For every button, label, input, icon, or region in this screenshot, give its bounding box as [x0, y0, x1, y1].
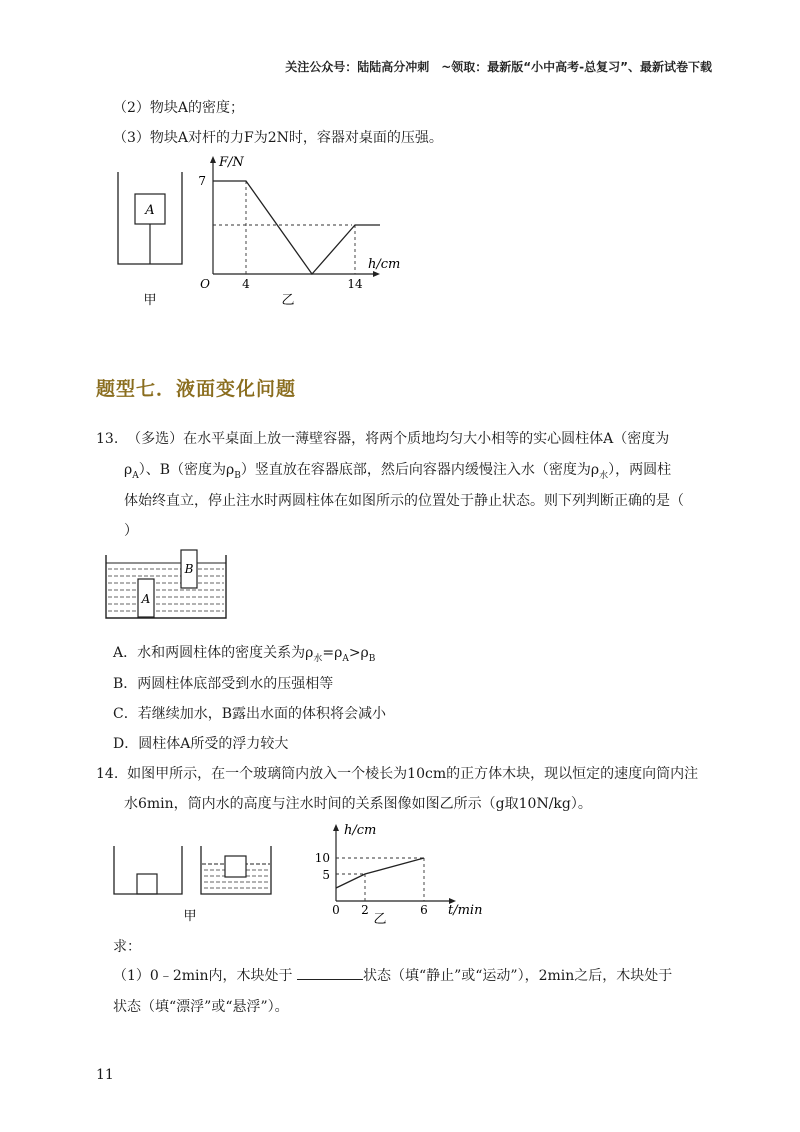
label-yi-14: 乙 — [373, 912, 387, 927]
q13-line2: $\rho_A$）、B（密度为$\rho_B$）竖直放在容器底部，然后向容器内缓慢注入水（密度为$\rho_水$），两圆柱 — [124, 462, 672, 481]
figure-cylinders — [100, 545, 240, 625]
page-header: 关注公众号：陆陆高分冲刺 ~领取：最新版“小中高考-总复习”、最新试卷下载 — [285, 60, 712, 74]
prev-sub3: （3）物块A对杆的力F为2N时，容器对桌面的压强。 — [113, 130, 443, 146]
y-axis-arrow — [210, 156, 216, 163]
q14-sub1-cont: 状态（填“漂浮”或“悬浮”）。 — [113, 999, 289, 1015]
q13-line3: 体始终直立，停止注水时两圆柱体在如图所示的位置处于静止状态。则下列判断正确的是（ — [124, 493, 684, 509]
block-a-label: A — [145, 203, 155, 218]
graph-y-label: h/cm — [344, 823, 377, 838]
graph-origin: 0 — [332, 903, 340, 917]
water-height-curve — [336, 858, 424, 888]
water-lines — [108, 569, 224, 611]
cylinder-b-label: B — [184, 562, 194, 576]
answer-blank[interactable] — [297, 967, 363, 980]
q14-line1 — [96, 764, 698, 784]
q13-line4: ） — [124, 523, 138, 539]
x-tick-4: 4 — [242, 277, 250, 291]
q14-sub1: （1）0﹣2min内，木块处于 状态（填“静止”或“运动”），2min之后，木块处于 — [113, 968, 673, 984]
graph-y-arrow — [333, 824, 339, 831]
y-tick-7: 7 — [198, 174, 206, 188]
x-tick-14: 14 — [347, 277, 363, 291]
prev-sub2: （2）物块A的密度； — [113, 100, 245, 116]
block-resting — [137, 874, 157, 894]
q13-option-a: A．水和两圆柱体的密度关系为$\rho_水=\rho_A>\rho_B$ — [113, 645, 376, 664]
graph-x-label: t/min — [448, 903, 483, 918]
block-floating — [225, 856, 246, 877]
graph-x-tick-6: 6 — [420, 903, 428, 917]
container-q13 — [106, 555, 226, 618]
q14-qiu: 求： — [113, 939, 141, 955]
label-yi: 乙 — [281, 293, 295, 308]
cylinder-a-label: A — [141, 592, 151, 606]
beaker-empty — [114, 846, 182, 894]
x-axis-label: h/cm — [368, 257, 401, 272]
page-number: 11 — [96, 1067, 114, 1083]
q14-number: 14. — [96, 766, 119, 782]
q13-option-d: D．圆柱体A所受的浮力较大 — [113, 736, 289, 752]
section-title: 题型七．液面变化问题 — [96, 378, 297, 400]
label-jia: 甲 — [143, 293, 157, 308]
graph-x-tick-2: 2 — [361, 903, 369, 917]
q13-number: 13. — [96, 431, 119, 447]
graph-y-tick-5: 5 — [322, 868, 330, 882]
graph-y-tick-10: 10 — [314, 851, 330, 865]
q13-option-c: C．若继续加水，B露出水面的体积将会减小 — [113, 706, 386, 722]
q13-option-b: B．两圆柱体底部受到水的压强相等 — [113, 676, 334, 692]
q14-text1: 如图甲所示，在一个玻璃筒内放入一个棱长为10cm的正方体木块，现以恒定的速度向筒内注 — [127, 766, 699, 782]
q13-line1 — [96, 429, 669, 449]
q13-text1: （多选）在水平桌面上放一薄壁容器，将两个质地均匀大小相等的实心圆柱体A（密度为 — [127, 431, 670, 447]
figure-force-height — [100, 152, 420, 312]
figure-water-level — [100, 818, 490, 934]
q14-line2: 水6min，筒内水的高度与注水时间的关系图像如图乙所示（g取10N/kg）。 — [124, 796, 592, 812]
origin-label: O — [200, 277, 210, 291]
label-jia-14: 甲 — [183, 909, 197, 924]
y-axis-label: F/N — [219, 155, 244, 170]
